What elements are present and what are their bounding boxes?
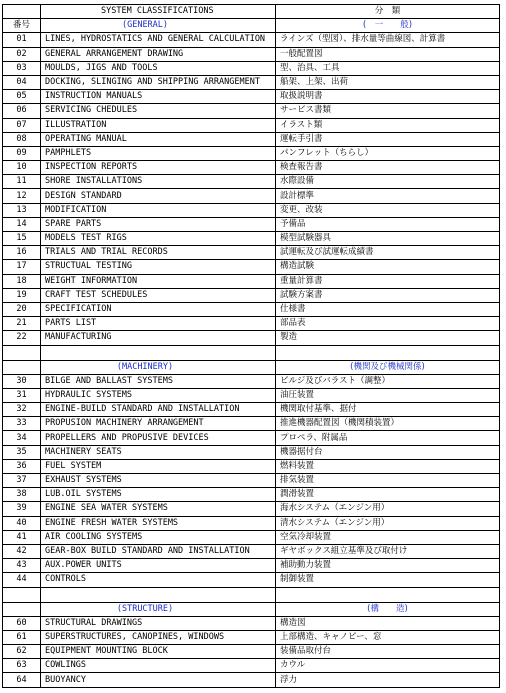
row-number: 08 <box>3 132 41 146</box>
row-japanese-name: 装備品取付台 <box>276 645 500 659</box>
row-japanese-name: 製造 <box>276 331 500 345</box>
classification-row <box>3 388 500 402</box>
classification-row <box>3 288 500 302</box>
row-japanese-name: 燃料装置 <box>276 459 500 473</box>
row-number: 05 <box>3 90 41 104</box>
row-japanese-name: 変更、改装 <box>276 203 500 217</box>
row-english-name: STRUCTURAL DRAWINGS <box>41 616 276 630</box>
section-number-label: 番号 <box>3 19 41 33</box>
row-english-name: FUEL SYSTEM <box>41 459 276 473</box>
row-english-name: STRUCTUAL TESTING <box>41 260 276 274</box>
spacer-cell <box>41 587 276 602</box>
row-english-name: PROPUSION MACHINERY ARRANGEMENT <box>41 417 276 431</box>
section-number-label <box>3 602 41 616</box>
row-english-name: AIR COOLING SYSTEMS <box>41 530 276 544</box>
classification-row <box>3 616 500 630</box>
row-number: 17 <box>3 260 41 274</box>
spacer-cell <box>41 345 276 360</box>
row-english-name: ENGINE-BUILD STANDARD AND INSTALLATION <box>41 403 276 417</box>
row-number: 22 <box>3 331 41 345</box>
row-english-name: WEIGHT INFORMATION <box>41 274 276 288</box>
row-japanese-name: ギヤボックス組立基準及び取付け <box>276 544 500 558</box>
row-number: 39 <box>3 502 41 516</box>
row-number: 07 <box>3 118 41 132</box>
classification-row <box>3 61 500 75</box>
row-japanese-name: カウル <box>276 659 500 673</box>
row-japanese-name: 水際設備 <box>276 175 500 189</box>
row-number: 01 <box>3 33 41 47</box>
classification-row <box>3 559 500 573</box>
row-number: 38 <box>3 488 41 502</box>
classification-row <box>3 75 500 89</box>
row-english-name: BUOYANCY <box>41 673 276 687</box>
row-english-name: BILGE AND BALLAST SYSTEMS <box>41 374 276 388</box>
classification-row <box>3 645 500 659</box>
row-number: 15 <box>3 232 41 246</box>
row-english-name: SPECIFICATION <box>41 302 276 316</box>
row-japanese-name: プロペラ、附属品 <box>276 431 500 445</box>
row-number: 09 <box>3 146 41 160</box>
row-english-name: GEAR-BOX BUILD STANDARD AND INSTALLATION <box>41 544 276 558</box>
classification-row <box>3 673 500 687</box>
row-japanese-name: 運転手引書 <box>276 132 500 146</box>
section-header-row <box>3 602 500 616</box>
section-number-label <box>3 360 41 374</box>
row-japanese-name: 重量計算書 <box>276 274 500 288</box>
row-number: 31 <box>3 388 41 402</box>
row-japanese-name: 機器据付台 <box>276 445 500 459</box>
row-english-name: INSTRUCTION MANUALS <box>41 90 276 104</box>
classification-row <box>3 146 500 160</box>
row-number: 62 <box>3 645 41 659</box>
row-english-name: MOULDS, JIGS AND TOOLS <box>41 61 276 75</box>
row-number: 42 <box>3 544 41 558</box>
row-number: 41 <box>3 530 41 544</box>
row-japanese-name: パンフレット（ちらし） <box>276 146 500 160</box>
row-number: 43 <box>3 559 41 573</box>
row-number: 34 <box>3 431 41 445</box>
row-japanese-name: サービス書類 <box>276 104 500 118</box>
section-name: (STRUCTURE) <box>41 602 276 616</box>
jp-classification-header: 分 類 <box>276 5 500 19</box>
classification-row <box>3 488 500 502</box>
system-classifications-header: SYSTEM CLASSIFICATIONS <box>41 5 276 19</box>
section-jp-name: (機関及び機械関係) <box>276 360 500 374</box>
classification-row <box>3 189 500 203</box>
section-spacer-row <box>3 587 500 602</box>
classification-row <box>3 474 500 488</box>
classification-row <box>3 516 500 530</box>
row-english-name: MODIFICATION <box>41 203 276 217</box>
classification-row <box>3 217 500 231</box>
row-english-name: OPERATING MANUAL <box>41 132 276 146</box>
row-japanese-name: 海水システム（エンジン用） <box>276 502 500 516</box>
row-english-name: EXHAUST SYSTEMS <box>41 474 276 488</box>
classification-row <box>3 203 500 217</box>
row-english-name: CONTROLS <box>41 573 276 587</box>
row-number: 37 <box>3 474 41 488</box>
classification-row <box>3 630 500 644</box>
row-number: 33 <box>3 417 41 431</box>
row-japanese-name: 設計標準 <box>276 189 500 203</box>
row-english-name: PARTS LIST <box>41 317 276 331</box>
classification-row <box>3 530 500 544</box>
classification-table-container <box>2 4 499 688</box>
classification-row <box>3 260 500 274</box>
row-number: 02 <box>3 47 41 61</box>
row-number: 03 <box>3 61 41 75</box>
row-number: 32 <box>3 403 41 417</box>
section-name: (MACHINERY) <box>41 360 276 374</box>
row-english-name: MODELS TEST RIGS <box>41 232 276 246</box>
classification-row <box>3 431 500 445</box>
row-english-name: HYDRAULIC SYSTEMS <box>41 388 276 402</box>
row-english-name: MANUFACTURING <box>41 331 276 345</box>
row-english-name: CRAFT TEST SCHEDULES <box>41 288 276 302</box>
classification-row <box>3 374 500 388</box>
row-japanese-name: 船架、上架、出荷 <box>276 75 500 89</box>
row-japanese-name: 機関取付基準、据付 <box>276 403 500 417</box>
row-english-name: COWLINGS <box>41 659 276 673</box>
row-english-name: SPARE PARTS <box>41 217 276 231</box>
system-classification-table <box>2 4 500 688</box>
classification-row <box>3 445 500 459</box>
row-number: 06 <box>3 104 41 118</box>
classification-row <box>3 118 500 132</box>
classification-row <box>3 317 500 331</box>
classification-row <box>3 132 500 146</box>
row-japanese-name: 構造試験 <box>276 260 500 274</box>
row-number: 21 <box>3 317 41 331</box>
row-number: 14 <box>3 217 41 231</box>
row-number: 44 <box>3 573 41 587</box>
table-header-row <box>3 5 500 19</box>
row-japanese-name: 空気冷却装置 <box>276 530 500 544</box>
row-japanese-name: 試運転及び試運転成績書 <box>276 246 500 260</box>
row-japanese-name: 取扱説明書 <box>276 90 500 104</box>
row-number: 35 <box>3 445 41 459</box>
row-japanese-name: 一般配置図 <box>276 47 500 61</box>
spacer-cell <box>3 587 41 602</box>
row-english-name: SERVICING CHEDULES <box>41 104 276 118</box>
row-number: 11 <box>3 175 41 189</box>
row-japanese-name: ビルジ及びバラスト（調整） <box>276 374 500 388</box>
classification-row <box>3 274 500 288</box>
row-japanese-name: 上部構造、キャノピー、窓 <box>276 630 500 644</box>
row-japanese-name: 浮力 <box>276 673 500 687</box>
row-japanese-name: 予備品 <box>276 217 500 231</box>
row-english-name: DOCKING, SLINGING AND SHIPPING ARRANGEMENT <box>41 75 276 89</box>
row-english-name: TRIALS AND TRIAL RECORDS <box>41 246 276 260</box>
row-number: 04 <box>3 75 41 89</box>
classification-row <box>3 544 500 558</box>
row-japanese-name: 補助動力装置 <box>276 559 500 573</box>
classification-row <box>3 175 500 189</box>
row-number: 12 <box>3 189 41 203</box>
classification-row <box>3 417 500 431</box>
row-english-name: DESIGN STANDARD <box>41 189 276 203</box>
classification-row <box>3 246 500 260</box>
classification-row <box>3 161 500 175</box>
spacer-cell <box>276 345 500 360</box>
classification-row <box>3 33 500 47</box>
row-japanese-name: イラスト類 <box>276 118 500 132</box>
row-english-name: ENGINE SEA WATER SYSTEMS <box>41 502 276 516</box>
row-number: 16 <box>3 246 41 260</box>
classification-row <box>3 659 500 673</box>
row-japanese-name: 構造図 <box>276 616 500 630</box>
row-english-name: GENERAL ARRANGEMENT DRAWING <box>41 47 276 61</box>
row-number: 64 <box>3 673 41 687</box>
row-japanese-name: 排気装置 <box>276 474 500 488</box>
row-japanese-name: 油圧装置 <box>276 388 500 402</box>
row-japanese-name: 清水システム（エンジン用） <box>276 516 500 530</box>
row-japanese-name: ラインズ（型図）、排水量等曲線図、計算書 <box>276 33 500 47</box>
row-english-name: SHORE INSTALLATIONS <box>41 175 276 189</box>
row-number: 60 <box>3 616 41 630</box>
row-english-name: EQUIPMENT MOUNTING BLOCK <box>41 645 276 659</box>
row-number: 10 <box>3 161 41 175</box>
row-english-name: LUB.OIL SYSTEMS <box>41 488 276 502</box>
row-english-name: ILLUSTRATION <box>41 118 276 132</box>
row-japanese-name: 型、治具、工具 <box>276 61 500 75</box>
row-number: 40 <box>3 516 41 530</box>
classification-row <box>3 573 500 587</box>
classification-row <box>3 47 500 61</box>
row-japanese-name: 制御装置 <box>276 573 500 587</box>
section-jp-name: ( 一 般) <box>276 19 500 33</box>
row-english-name: MACHINERY SEATS <box>41 445 276 459</box>
row-japanese-name: 検査報告書 <box>276 161 500 175</box>
section-name: (GENERAL) <box>41 19 276 33</box>
classification-row <box>3 302 500 316</box>
row-english-name: PAMPHLETS <box>41 146 276 160</box>
classification-row <box>3 90 500 104</box>
classification-row <box>3 502 500 516</box>
classification-row <box>3 104 500 118</box>
row-japanese-name: 仕様書 <box>276 302 500 316</box>
section-spacer-row <box>3 345 500 360</box>
classification-row <box>3 459 500 473</box>
row-japanese-name: 模型試験器具 <box>276 232 500 246</box>
row-english-name: PROPELLERS AND PROPUSIVE DEVICES <box>41 431 276 445</box>
section-header-row <box>3 19 500 33</box>
row-japanese-name: 推進機器配置図（機関積装置） <box>276 417 500 431</box>
classification-row <box>3 403 500 417</box>
row-number: 30 <box>3 374 41 388</box>
number-header-cell <box>3 5 41 19</box>
row-english-name: ENGINE FRESH WATER SYSTEMS <box>41 516 276 530</box>
row-english-name: AUX.POWER UNITS <box>41 559 276 573</box>
row-japanese-name: 部品表 <box>276 317 500 331</box>
row-english-name: LINES, HYDROSTATICS AND GENERAL CALCULATION <box>41 33 276 47</box>
spacer-cell <box>276 587 500 602</box>
section-header-row <box>3 360 500 374</box>
spacer-cell <box>3 345 41 360</box>
row-number: 63 <box>3 659 41 673</box>
row-english-name: SUPERSTRUCTURES, CANOPINES, WINDOWS <box>41 630 276 644</box>
row-english-name: INSPECTION REPORTS <box>41 161 276 175</box>
row-number: 36 <box>3 459 41 473</box>
row-japanese-name: 試験方案書 <box>276 288 500 302</box>
row-number: 20 <box>3 302 41 316</box>
row-number: 13 <box>3 203 41 217</box>
row-number: 18 <box>3 274 41 288</box>
section-jp-name: (構 造) <box>276 602 500 616</box>
row-number: 61 <box>3 630 41 644</box>
row-japanese-name: 潤滑装置 <box>276 488 500 502</box>
classification-row <box>3 232 500 246</box>
row-number: 19 <box>3 288 41 302</box>
classification-row <box>3 331 500 345</box>
